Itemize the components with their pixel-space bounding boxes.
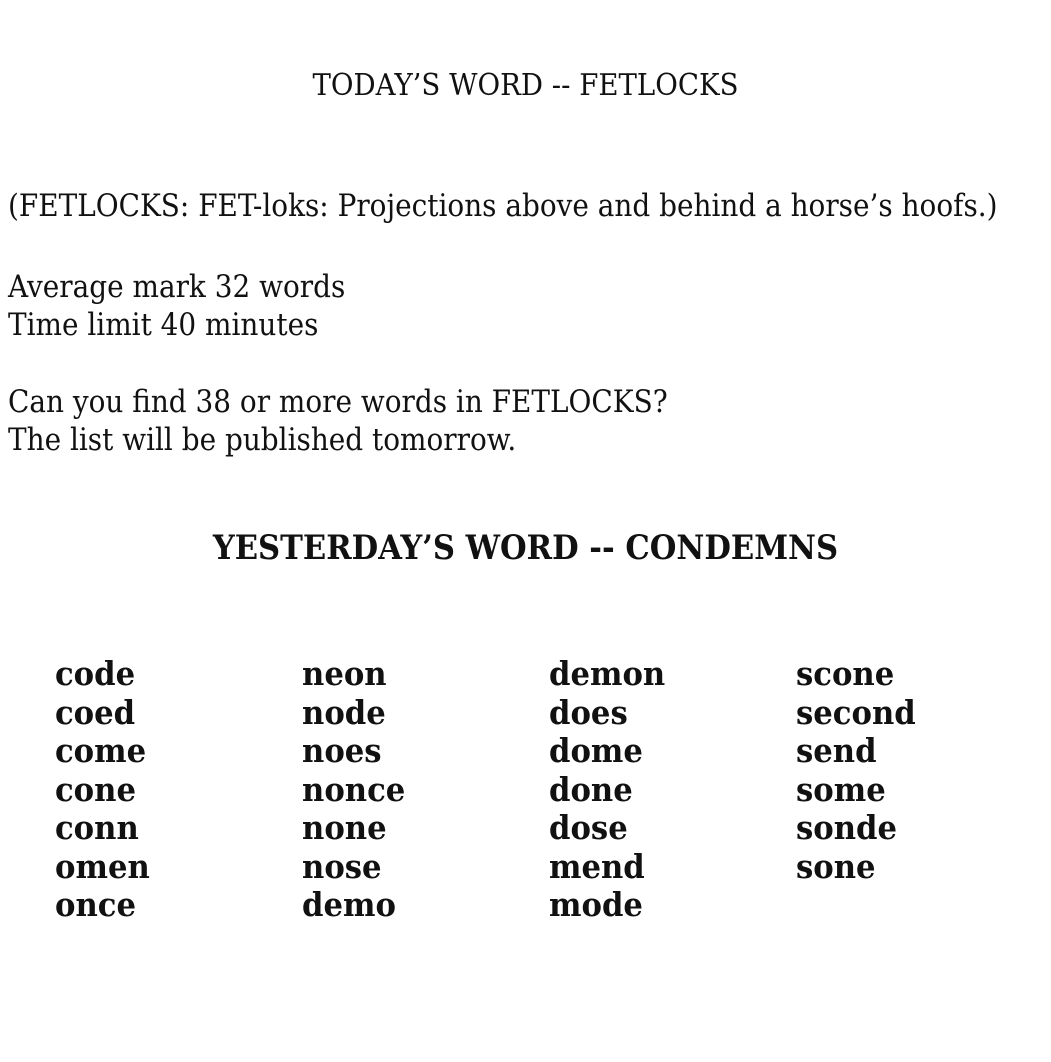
word-column-1 [55, 655, 157, 925]
word-list-item: second [796, 692, 916, 732]
word-list-item: omen [55, 846, 150, 886]
word-list-item: does [549, 692, 628, 732]
word-list-item: neon [302, 654, 387, 693]
word-list-item: dome [549, 731, 643, 770]
word-list-item: nonce [302, 769, 406, 809]
yesterdays-word-list [0, 655, 1051, 955]
word-list-item: demon [549, 654, 666, 693]
word-list-item: sonde [796, 808, 898, 847]
time-limit: Time limit 40 minutes [8, 307, 319, 343]
average-mark: Average mark 32 words [8, 269, 346, 305]
word-list-item: some [796, 769, 886, 809]
word-list-item: send [796, 731, 877, 770]
word-list-item: sone [796, 846, 876, 886]
word-list-item: mend [549, 846, 645, 886]
word-list-item: conn [55, 808, 139, 847]
word-column-3 [549, 655, 674, 925]
word-list-item: nose [302, 846, 382, 886]
word-list-item: code [55, 654, 136, 693]
word-list-item: come [55, 731, 147, 770]
word-list-item: scone [796, 654, 895, 693]
yesterdays-word-title: YESTERDAY’S WORD -- CONDEMNS [212, 528, 839, 568]
word-list-item: none [302, 808, 387, 847]
word-definition: (FETLOCKS: FET-loks: Projections above and behind a horse’s hoofs.) [8, 188, 998, 224]
word-list-item: done [549, 769, 633, 809]
word-list-item: mode [549, 885, 643, 924]
word-column-2 [302, 655, 413, 925]
publish-note: The list will be published tomorrow. [8, 422, 517, 458]
todays-word-title: TODAY’S WORD -- FETLOCKS [312, 68, 739, 103]
word-list-item: once [55, 885, 136, 924]
word-list-item: cone [55, 769, 136, 809]
word-list-item: dose [549, 808, 628, 847]
word-column-4 [796, 655, 925, 886]
word-list-item: node [302, 692, 386, 732]
challenge-question: Can you find 38 or more words in FETLOCKS? [8, 384, 668, 420]
word-list-item: coed [55, 692, 136, 732]
word-list-item: noes [302, 731, 382, 770]
word-list-item: demo [302, 885, 396, 924]
